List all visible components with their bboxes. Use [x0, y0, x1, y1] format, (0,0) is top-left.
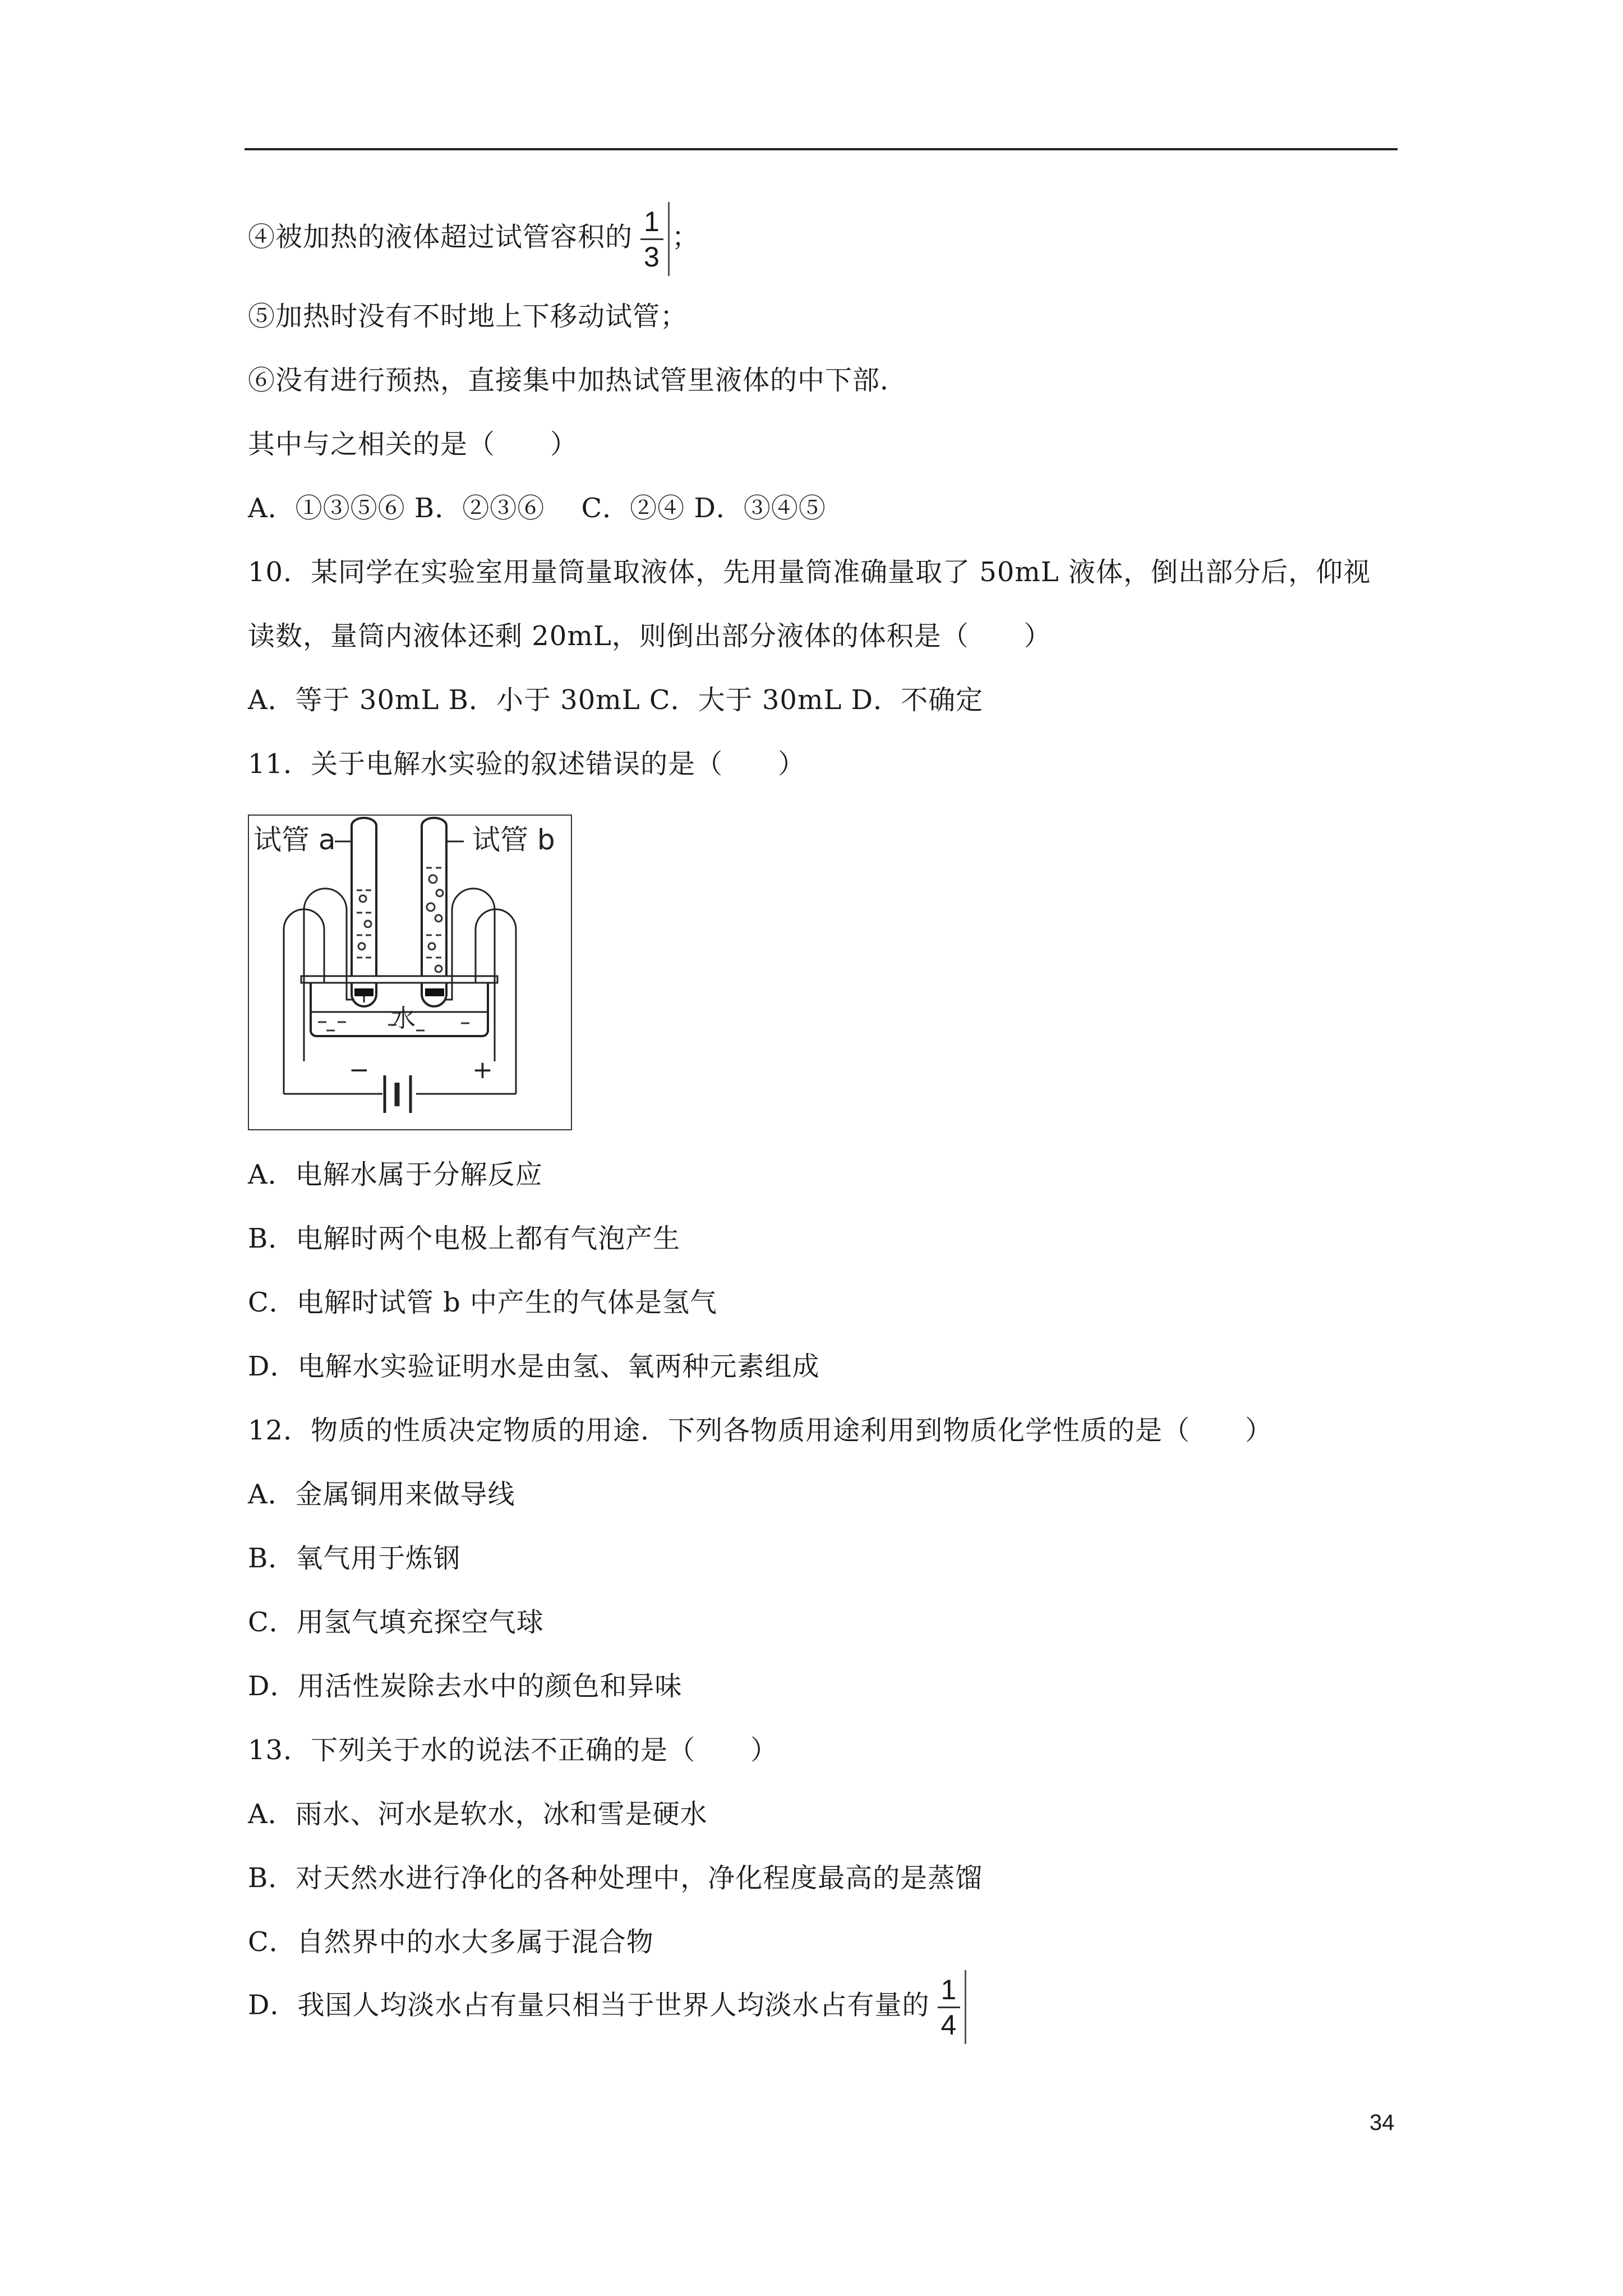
q9-prompt: 其中与之相关的是（ ） — [248, 429, 578, 460]
q12-option-a: A．金属铜用来做导线 — [248, 1479, 515, 1510]
q11-option-b: B．电解时两个电极上都有气泡产生 — [248, 1223, 681, 1254]
label-tube-a: 试管 a — [253, 823, 336, 856]
q12-option-b: B．氧气用于炼钢 — [248, 1543, 461, 1574]
label-tube-b: 试管 b — [472, 823, 555, 856]
q9-item-4: ④被加热的液体超过试管容积的 $\frac{1}{3}$ ； — [248, 202, 699, 276]
q13-option-b: B．对天然水进行净化的各种处理中，净化程度最高的是蒸馏 — [248, 1862, 983, 1894]
label-minus: − — [349, 1056, 370, 1084]
q9-item-6: ⑥没有进行预热，直接集中加热试管里液体的中下部． — [248, 365, 908, 396]
label-plus: + — [472, 1056, 493, 1084]
q10-options: A．等于 30mL B．小于 30mL C．大于 30mL D．不确定 — [248, 684, 984, 716]
q10-stem-line-2: 读数，量筒内液体还剩 20mL，则倒出部分液体的体积是（ ） — [248, 620, 1052, 652]
q13-option-c: C．自然界中的水大多属于混合物 — [248, 1926, 654, 1958]
fraction-one-quarter: $\frac{1}{4}$ — [932, 1970, 967, 2044]
q9-options: A．①③⑤⑥ B．②③⑥ C．②④ D．③④⑤ — [248, 493, 826, 524]
electrolysis-diagram — [248, 815, 572, 1130]
fraction-one-third: $\frac{1}{3}$ — [635, 202, 670, 276]
q9-item-5: ⑤加热时没有不时地上下移动试管； — [248, 301, 688, 332]
q11-option-a: A．电解水属于分解反应 — [248, 1159, 543, 1190]
q13-option-d: D．我国人均淡水占有量只相当于世界人均淡水占有量的 $\frac{1}{4}$ — [248, 1970, 969, 2044]
q13-stem: 13．下列关于水的说法不正确的是（ ） — [248, 1734, 778, 1766]
header-rule — [245, 148, 1398, 150]
page-number: 34 — [1370, 2110, 1395, 2135]
q12-option-d: D．用活性炭除去水中的颜色和异味 — [248, 1671, 683, 1702]
electrode-b — [425, 988, 444, 996]
q12-option-c: C．用氢气填充探空气球 — [248, 1607, 544, 1638]
electrode-a — [354, 988, 374, 996]
q11-option-c: C．电解时试管 b 中产生的气体是氢气 — [248, 1287, 717, 1318]
q10-stem-line-1: 10．某同学在实验室用量筒量取液体，先用量筒准确量取了 50mL 液体，倒出部分后，仰视 — [248, 556, 1371, 588]
label-water: 水 — [391, 1004, 416, 1033]
q12-stem: 12．物质的性质决定物质的用途．下列各物质用途利用到物质化学性质的是（ ） — [248, 1415, 1273, 1446]
q13-option-a: A．雨水、河水是软水，冰和雪是硬水 — [248, 1798, 708, 1830]
q11-stem: 11．关于电解水实验的叙述错误的是（ ） — [248, 748, 806, 780]
q11-option-d: D．电解水实验证明水是由氢、氧两种元素组成 — [248, 1351, 820, 1382]
